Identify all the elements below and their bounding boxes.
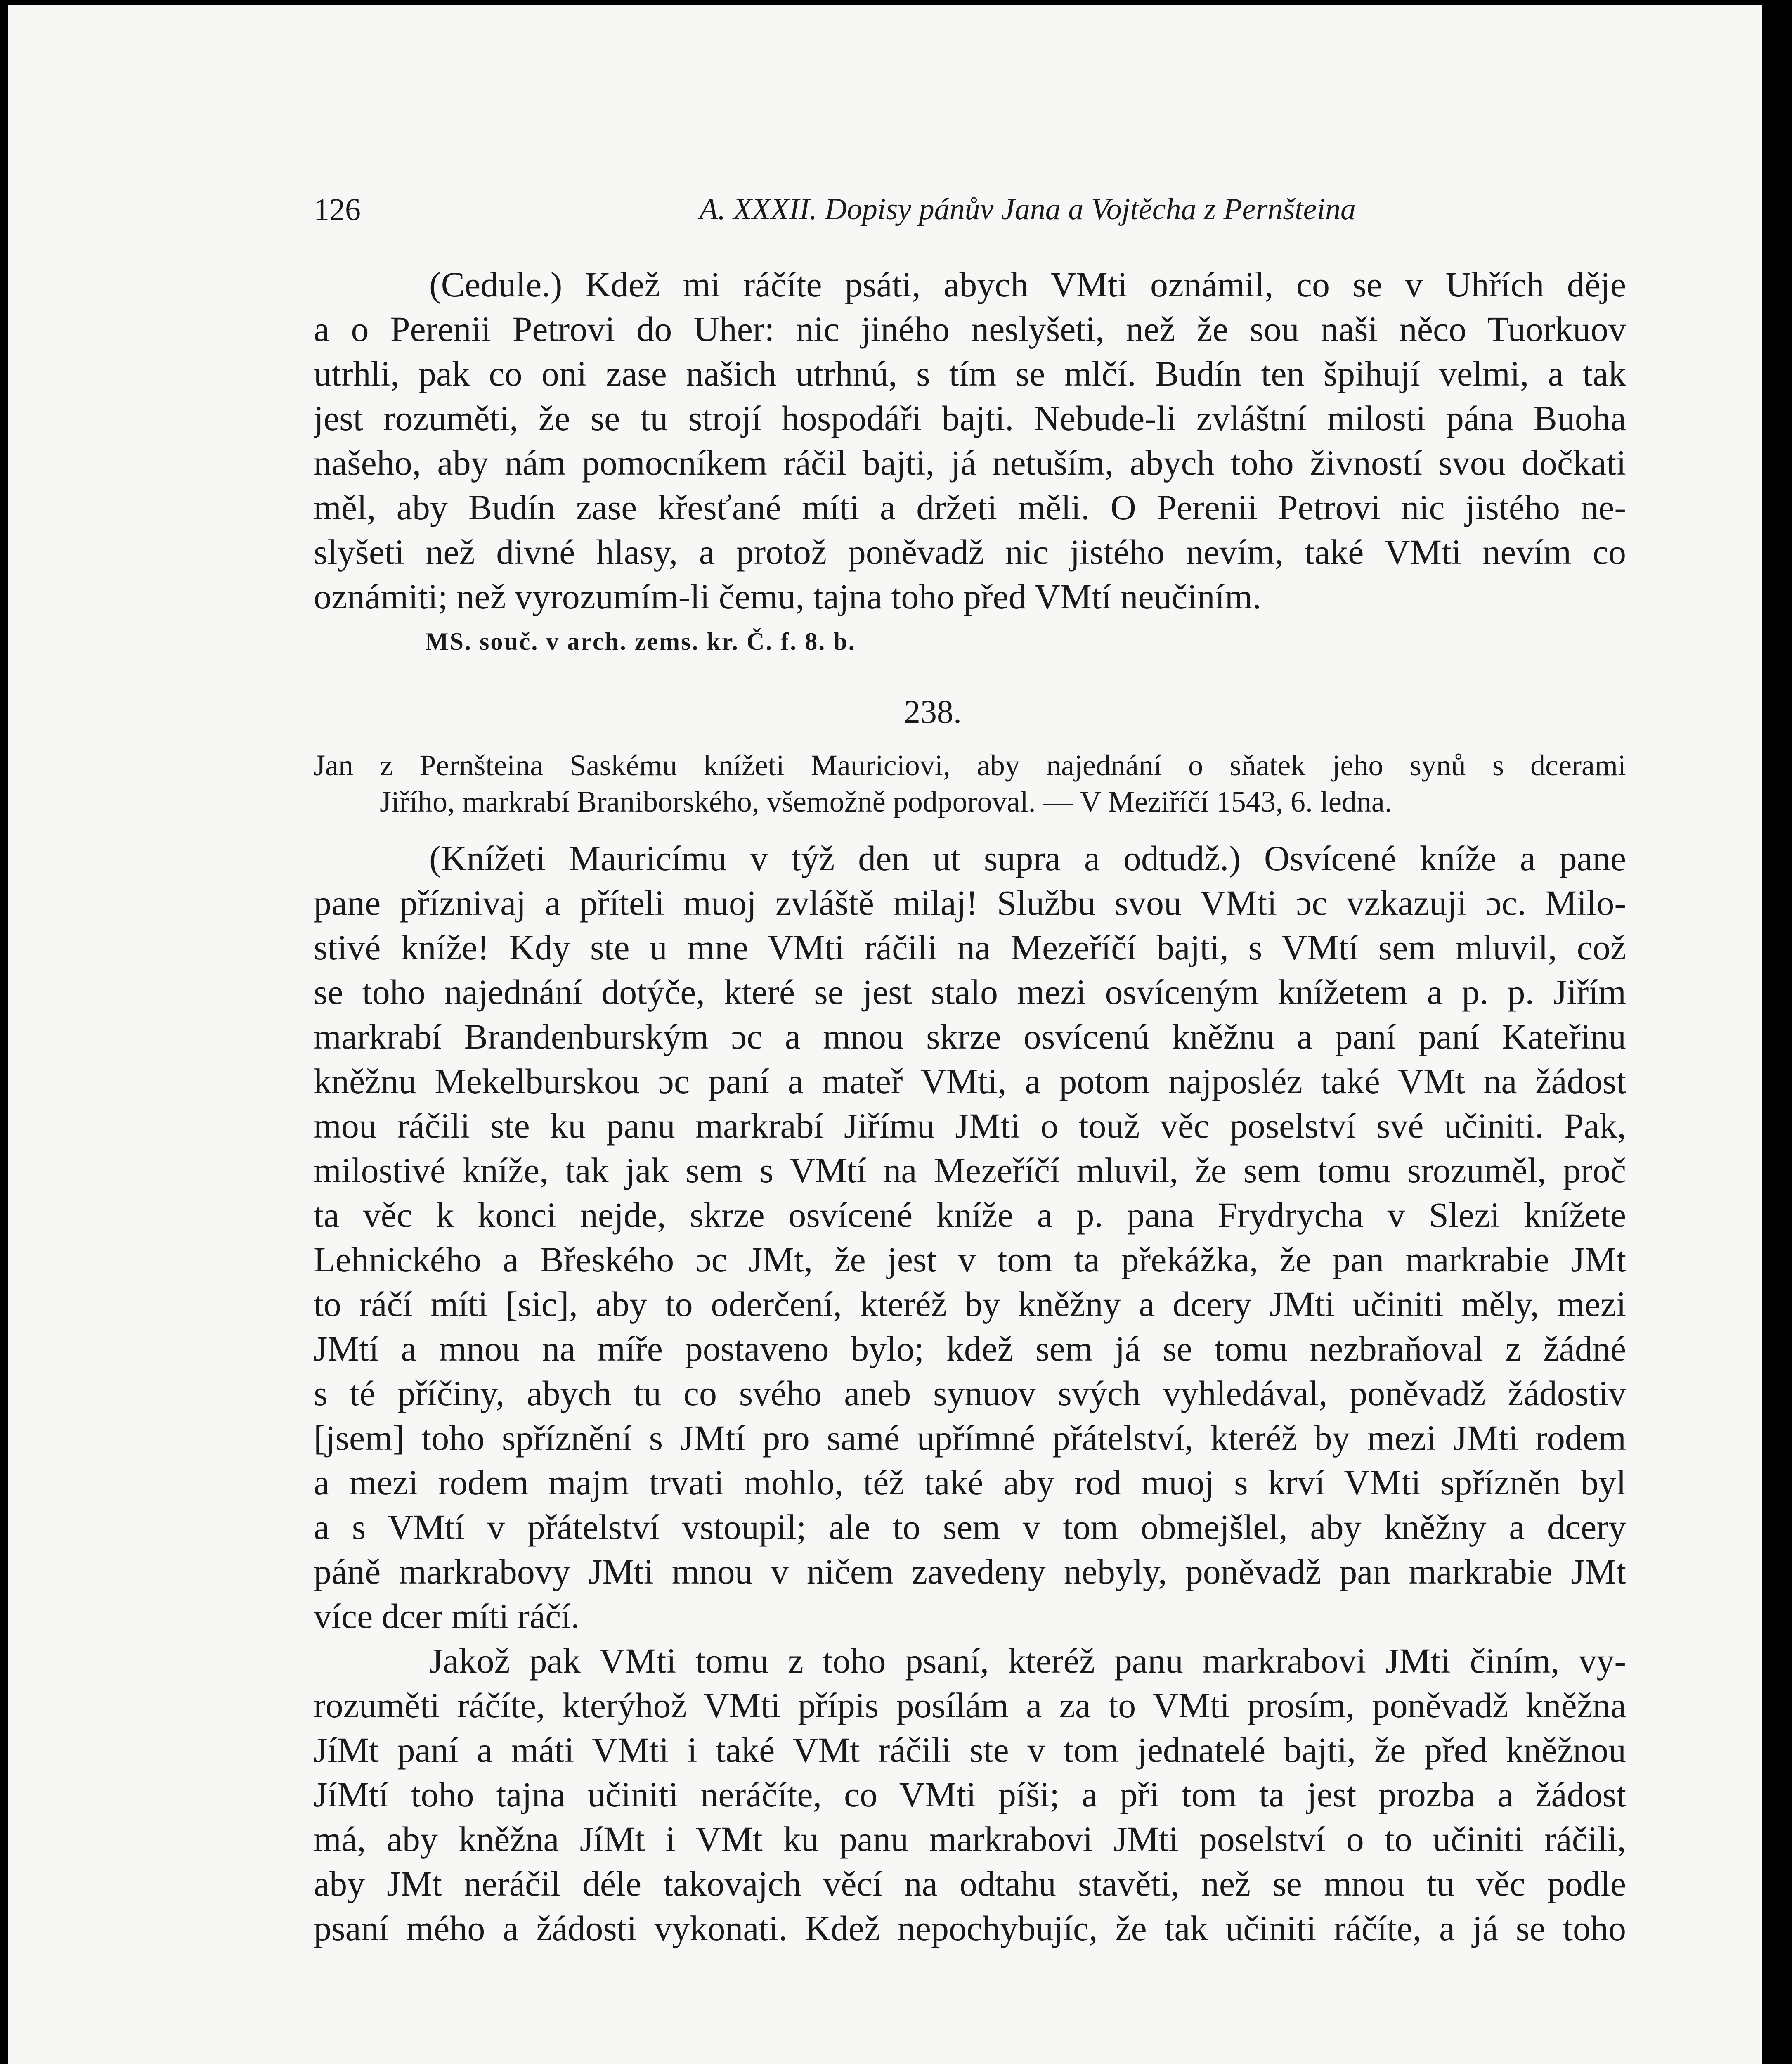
text-line: milostivé kníže, tak jak sem s VMtí na Mezeříčí mluvil, že sem tomu srozuměl, proč — [314, 1150, 1626, 1190]
text-line: Jakož pak VMti tomu z toho psaní, kteréž panu markrabovi JMti činím, vy- — [429, 1641, 1626, 1681]
text-line: psaní mého a žádosti vykonati. Kdež nepochybujíc, že tak učiniti ráčíte, a já se toho — [314, 1908, 1626, 1948]
text-line: s té příčiny, abych tu co svého aneb synuov svých vyhledával, poněvadž žádostiv — [314, 1373, 1626, 1413]
text-line: rozuměti ráčíte, kterýhož VMti přípis posílám a za to VMti prosím, poněvadž kněžna — [314, 1685, 1626, 1725]
text-line: kněžnu Mekelburskou ɔc paní a mateř VMti, a potom najposléz také VMt na žádost — [314, 1061, 1626, 1101]
text-line: JMtí a mnou na míře postaveno bylo; kdež sem já se tomu nezbraňoval z žádné — [314, 1329, 1626, 1368]
text-line: pane příznivaj a příteli muoj zvláště milaj! Službu svou VMti ɔc vzkazuji ɔc. Milo- — [314, 883, 1626, 923]
text-line: mou ráčili ste ku panu markrabí Jiřímu JMti o touž věc poselství své učiniti. Pak, — [314, 1106, 1626, 1146]
text-line: Lehnického a Břeského ɔc JMt, že jest v tom ta překážka, že pan markrabie JMt — [314, 1240, 1626, 1279]
text-line: měl, aby Budín zase křesťané míti a držeti měli. O Perenii Petrovi nic jistého ne- — [314, 488, 1626, 527]
text-line: a mezi rodem majm trvati mohlo, též také aby rod muoj s krví VMti spřízněn byl — [314, 1463, 1626, 1502]
text-line: stivé kníže! Kdy ste u mne VMti ráčili na Mezeříčí bajti, s VMtí sem mluvil, což — [314, 928, 1626, 967]
page-header — [314, 192, 1356, 233]
text-line: má, aby kněžna JíMt i VMt ku panu markrabovi JMti poselství o to učiniti ráčili, — [314, 1819, 1626, 1859]
text-line: markrabí Brandenburským ɔc a mnou skrze osvícenú kněžnu a paní paní Kateřinu — [314, 1017, 1626, 1056]
document-number: 238. — [904, 694, 962, 730]
text-line: a s VMtí v přátelství vstoupil; ale to sem v tom obmejšlel, aby kněžny a dcery — [314, 1507, 1626, 1547]
document-summary — [314, 747, 1626, 820]
text-line: oznámiti; než vyrozumím-li čemu, tajna toho před VMtí neučiním. — [314, 577, 1261, 616]
text-line: se toho najednání dotýče, které se jest stalo mezi osvíceným knížetem a p. p. Jiřím — [314, 972, 1626, 1012]
text-line: JíMtí toho tajna učiniti neráčíte, co VMti píši; a při tom ta jest prozba a žádost — [314, 1775, 1626, 1814]
running-title: A. XXXII. Dopisy pánův Jana a Vojtěcha z Pernšteina — [699, 192, 1356, 226]
text-line: páně markrabovy JMti mnou v ničem zavedeny nebyly, poněvadž pan markrabie JMt — [314, 1552, 1626, 1591]
text-line: více dcer míti ráčí. — [314, 1596, 580, 1636]
text-line: (Knížeti Mauricímu v týž den ut supra a odtudž.) Osvícené kníže a pane — [429, 838, 1626, 878]
summary-line: Jiřího, markrabí Braniborského, všemožně podporoval. — V Meziříčí 1543, 6. ledna. — [380, 785, 1392, 818]
text-line: utrhli, pak co oni zase našich utrhnú, s tím se mlčí. Budín ten špihují velmi, a tak — [314, 354, 1626, 393]
text-line: [jsem] toho spříznění s JMtí pro samé upřímné přátelství, kteréž by mezi JMti rodem — [314, 1418, 1626, 1458]
text-line: aby JMt neráčil déle takovajch věcí na odtahu stavěti, než se mnou tu věc podle — [314, 1864, 1626, 1903]
source-citation: MS. souč. v arch. zems. kr. Č. f. 8. b. — [425, 628, 856, 655]
text-line: našeho, aby nám pomocníkem ráčil bajti, já netuším, abych toho živností svou dočkati — [314, 443, 1626, 483]
text-line: jest rozuměti, že se tu strojí hospodáři bajti. Nebude-li zvláštní milosti pána Buoha — [314, 398, 1626, 438]
page-number: 126 — [314, 192, 361, 227]
cedule-paragraph — [314, 262, 1626, 619]
summary-line: Jan z Pernšteina Saskému knížeti Mauriciovi, aby najednání o sňatek jeho synů s dcerami — [314, 749, 1626, 782]
text-line: to ráčí míti [sic], aby to oderčení, kteréž by kněžny a dcery JMti učiniti měly, mezi — [314, 1284, 1626, 1324]
text-line: (Cedule.) Kdež mi ráčíte psáti, abych VMti oznámil, co se v Uhřích děje — [429, 265, 1626, 304]
text-line: ta věc k konci nejde, skrze osvícené kníže a p. pana Frydrycha v Slezi knížete — [314, 1195, 1626, 1235]
text-line: a o Perenii Petrovi do Uher: nic jiného neslyšeti, než že sou naši něco Tuorkuov — [314, 309, 1626, 349]
text-line: JíMt paní a máti VMti i také VMt ráčili ste v tom jednatelé bajti, že před kněžnou — [314, 1730, 1626, 1770]
text-line: slyšeti než divné hlasy, a protož poněvadž nic jistého nevím, také VMti nevím co — [314, 532, 1626, 572]
letter-body — [314, 836, 1626, 1950]
